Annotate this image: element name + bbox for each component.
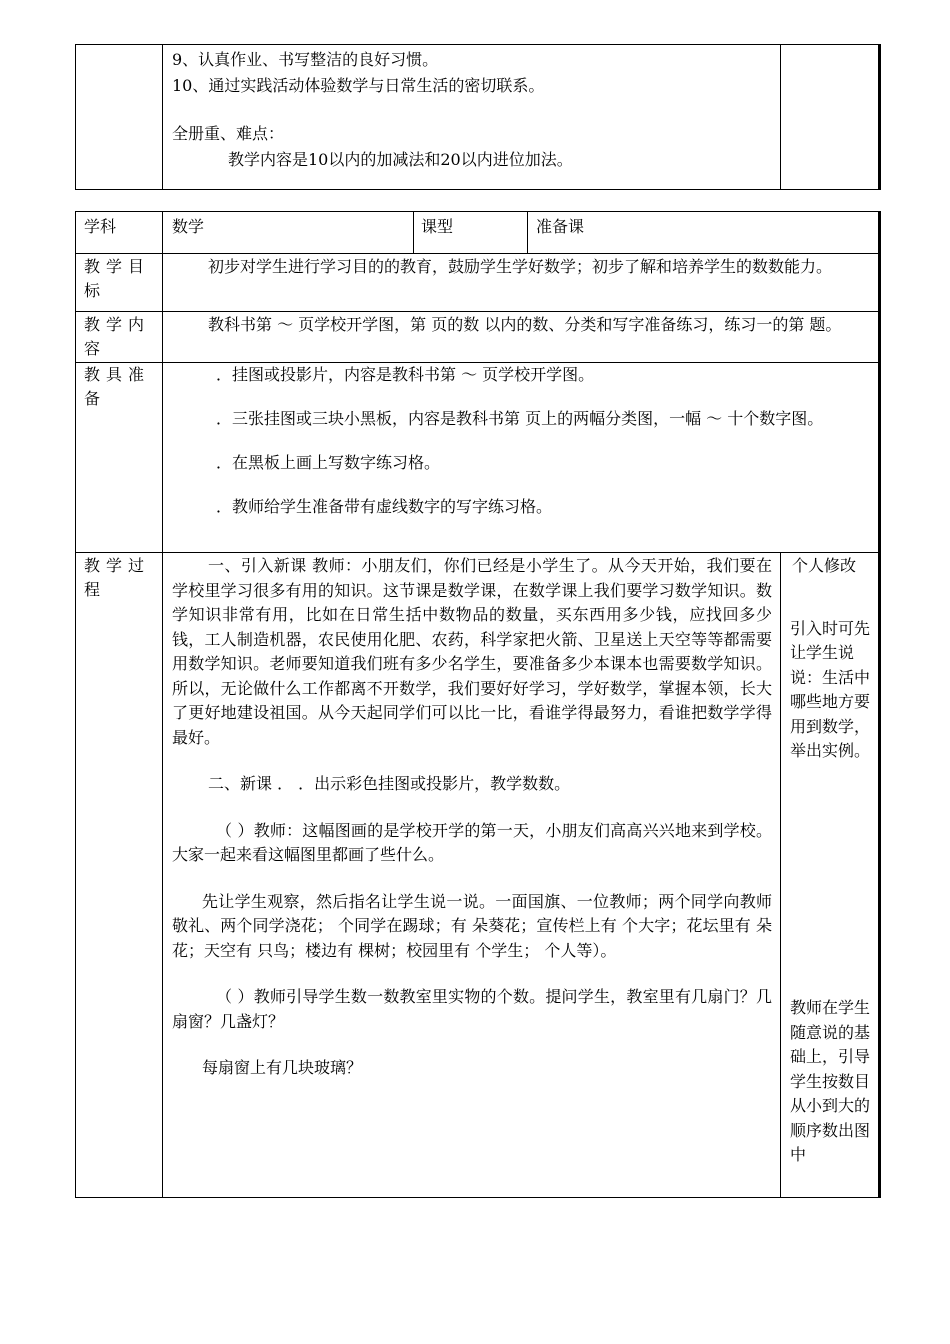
top-table-divider-left [162,45,163,189]
revision-note: 引入时可先让学生说说：生活中哪些地方要用到数学，举出实例。 [790,618,871,760]
lesson-table [75,211,881,1198]
process-paragraph: （ ）教师：这幅图画的是学校开学的第一天，小朋友们高高兴兴地来到学校。大家一起来看这幅图里都画了些什么。 [172,820,772,864]
teaching-content-label: 教学内容 [84,315,151,358]
revision-note-2-wrap [790,996,872,1168]
teaching-tools-label: 教具准备 [84,365,151,408]
key-points-title: 全册重、难点： [172,124,285,143]
lesson-type-value: 准备课 [536,217,585,236]
tool-item: ．教师给学生准备带有虚线数字的写字练习格。 [216,497,553,516]
col-divider [780,552,781,1197]
top-table [75,44,881,190]
teaching-process-text [172,554,772,1081]
personal-revision-header: 个人修改 [792,556,857,575]
subject-value: 数学 [172,217,205,236]
top-table-divider-right [780,45,781,189]
teaching-goal-label: 教学目标 [84,257,151,300]
top-table-content [172,47,772,173]
lesson-type-label: 课型 [421,217,454,236]
row-divider [76,253,878,254]
teaching-process-label: 教学过程 [84,556,151,599]
tool-item: ．挂图或投影片，内容是教科书第 ～ 页学校开学图。 [216,365,595,384]
teaching-goal-text: 初步对学生进行学习目的的教育，鼓励学生学好数学；初步了解和培养学生的数数能力。 [208,257,833,276]
col-divider [162,212,163,1197]
process-paragraph: 先让学生观察，然后指名让学生说一说。一面国旗、一位教师；两个同学向教师敬礼、两个同学浇花； 个同学在踢球；有 朵葵花；宣传栏上有 个大字；花坛里有 朵花；天空有 只鸟；楼边有 棵树；校园里有 个学生； 个人等）。 [172,891,772,960]
teaching-tools-list [172,363,872,519]
teaching-content-text: 教科书第 ～ 页学校开学图，第 页的数 以内的数、分类和写字准备练习，练习一的第 题。 [208,315,842,334]
col-divider [413,212,414,253]
tool-item: ．三张挂图或三块小黑板，内容是教科书第 页上的两幅分类图，一幅 ～ 十个数字图。 [216,409,824,428]
key-points-content: 教学内容是10以内的加减法和20以内进位加法。 [228,150,573,169]
row-divider [76,311,878,312]
revision-note: 教师在学生随意说的基础上，引导学生按数目从小到大的顺序数出图中 [790,998,871,1164]
personal-revision-column [790,554,872,764]
col-divider [527,212,528,253]
goal-item-10: 10、通过实践活动体验数学与日常生活的密切联系。 [172,76,545,95]
subject-label: 学科 [84,217,117,236]
tool-item: ．在黑板上画上写数字练习格。 [216,453,441,472]
goal-item-9: 9、认真作业、书写整洁的良好习惯。 [172,50,439,69]
process-paragraph: （ ）教师引导学生数一数教室里实物的个数。提问学生，教室里有几扇门？几扇窗？几盏灯？ [172,987,772,1031]
row-divider [76,552,878,553]
process-paragraph: 每扇窗上有几块玻璃？ [202,1058,363,1077]
process-paragraph: 二、新课 ． ．出示彩色挂图或投影片，教学数数。 [208,774,571,793]
process-paragraph: 一、引入新课 教师：小朋友们，你们已经是小学生了。从今天开始，我们要在学校里学习很多有用的知识。这节课是数学课，在数学课上我们要学习数学知识。数学知识非常有用，比如在日常生括中数物品的数量，买东西用多少钱，应找回多少钱，工人制造机器，农民使用化肥、农药，科学家把火箭、卫星送上天空等等都需要用数学知识。老师要知道我们班有多少名学生，要准备多少本课本也需要数学知识。所以，无论做什么工作都离不开数学，我们要好好学习，学好数学，掌握本领，长大了更好地建设祖国。从今天起同学们可以比一比，看谁学得最努力，看谁把数学学得最好。 [172,556,772,747]
